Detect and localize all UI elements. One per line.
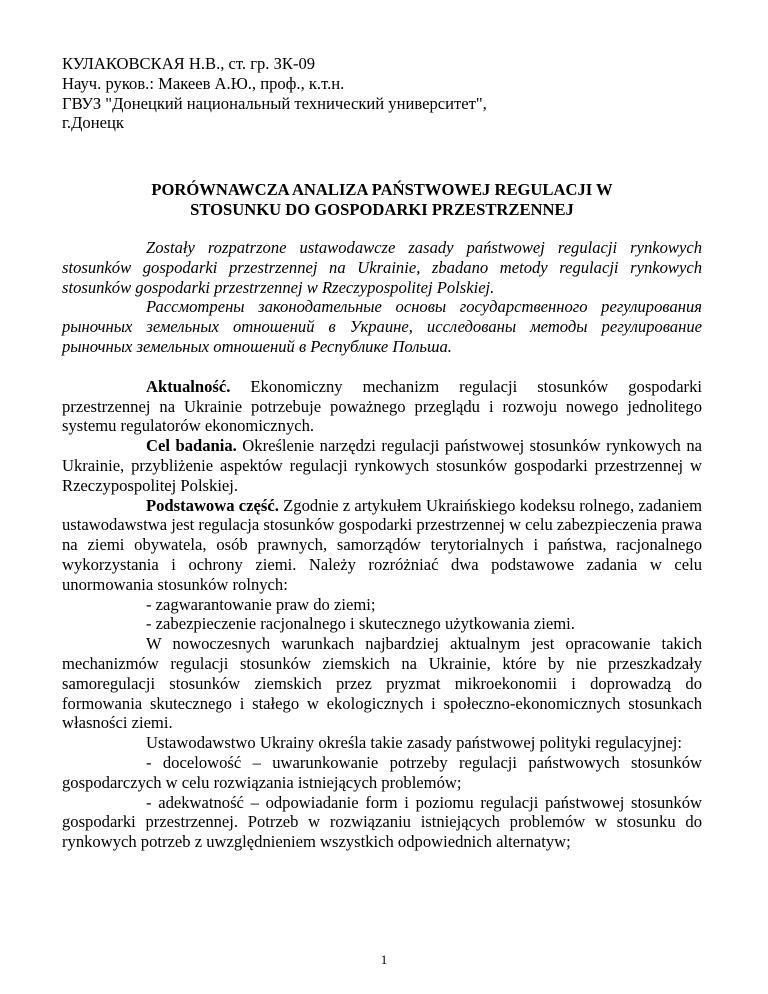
list-item: - adekwatność – odpowiadanie form i poziomu regulacji państwowej stosunków gospodarki przestrzennej. Potrzeb w rozwiązaniu istniejących problemów w stosunku do rynkowych potrzeb z uwzględnieniem wszystkich odpowiednich alternatyw; (62, 792, 702, 852)
section-label: Podstawowa część. (146, 495, 279, 515)
paragraph: W nowoczesnych warunkach najbardziej aktualnym jest opracowanie takich mechanizmów regulacji stosunków ziemskich na Ukrainie, które by nie przeszkadzały samoregulacji stosunków ziemskich przez pryzmat mikroekonomii i doprowadzą do formowania skutecznego i stałego w ekologicznych i społeczno-ekonomicznych stosunkach własności ziemi. (62, 634, 702, 733)
section-aktualnosc (62, 377, 702, 436)
author-line: КУЛАКОВСКАЯ Н.В., ст. гр. ЗК-09 (62, 54, 316, 73)
title-line-2: STOSUNKU DO GOSPODARKI PRZESTRZENNEJ (190, 199, 574, 219)
abstract-polish: Zostały rozpatrzone ustawodawcze zasady państwowej regulacji rynkowych stosunków gospodarki przestrzennej na Ukrainie, zbadano metody regulacji rynkowych stosunków gospodarki przestrzennej w Rzeczypospolitej Polskiej. (62, 238, 702, 297)
supervisor-line: Науч. руков.: Макеев А.Ю., проф., к.т.н. (62, 73, 345, 93)
author-block (62, 54, 702, 133)
section-label: Cel badania. (146, 436, 237, 456)
paragraph: Ustawodawstwo Ukrainy określa takie zasady państwowej polityki regulacyjnej: (146, 733, 682, 753)
section-text: Określenie narzędzi regulacji państwowej stosunków rynkowych na Ukrainie, przybliżenie aspektów regulacji rynkowych stosunków gospodarki przestrzennej w Rzeczypospolitej Polskiej. (62, 436, 702, 495)
paper-body (62, 238, 702, 852)
section-text: Zgodnie z artykułem Ukraińskiego kodeksu rolnego, zadaniem ustawodawstwa jest regulacja stosunków gospodarki przestrzennej w celu zabezpieczenia prawa na ziemi obywatela, osób prawnych, samorządów terytorialnych i państwa, racjonalnego wykorzystania i ochrony ziemi. Należy rozróżniać dwa podstawowe zadania w celu unormowania stosunków rolnych: (62, 495, 702, 594)
section-label: Aktualność. (146, 376, 231, 396)
list-item: - zabezpieczenie racjonalnego i skutecznego użytkowania ziemi. (146, 614, 575, 634)
list-item: - zagwarantowanie praw do ziemi; (146, 594, 376, 614)
section-cel (62, 436, 702, 495)
section-text: Ekonomiczny mechanizm regulacji stosunków gospodarki przestrzennej na Ukrainie potrzebuje poważnego przeglądu i rozwoju nowego jednolitego systemu regulatorów ekonomicznych. (62, 376, 702, 436)
section-podstawowa (62, 496, 702, 595)
page-number: 1 (380, 952, 388, 967)
institution-line: ГВУЗ "Донецкий национальный технический университет", (62, 93, 487, 113)
city-line: г.Донецк (62, 113, 124, 133)
abstract-russian: Рассмотрены законодательные основы государственного регулирования рыночных земельных отношений в Украине, исследованы методы регулирование рыночных земельных отношений в Республике Польша. (62, 297, 702, 356)
title-line-1: PORÓWNAWCZA ANALIZA PAŃSTWOWEJ REGULACJI W (151, 180, 613, 199)
paper-title (62, 180, 702, 220)
list-item: - docelowość – uwarunkowanie potrzeby regulacji państwowych stosunków gospodarczych w celu rozwiązania istniejących problemów; (62, 752, 702, 792)
